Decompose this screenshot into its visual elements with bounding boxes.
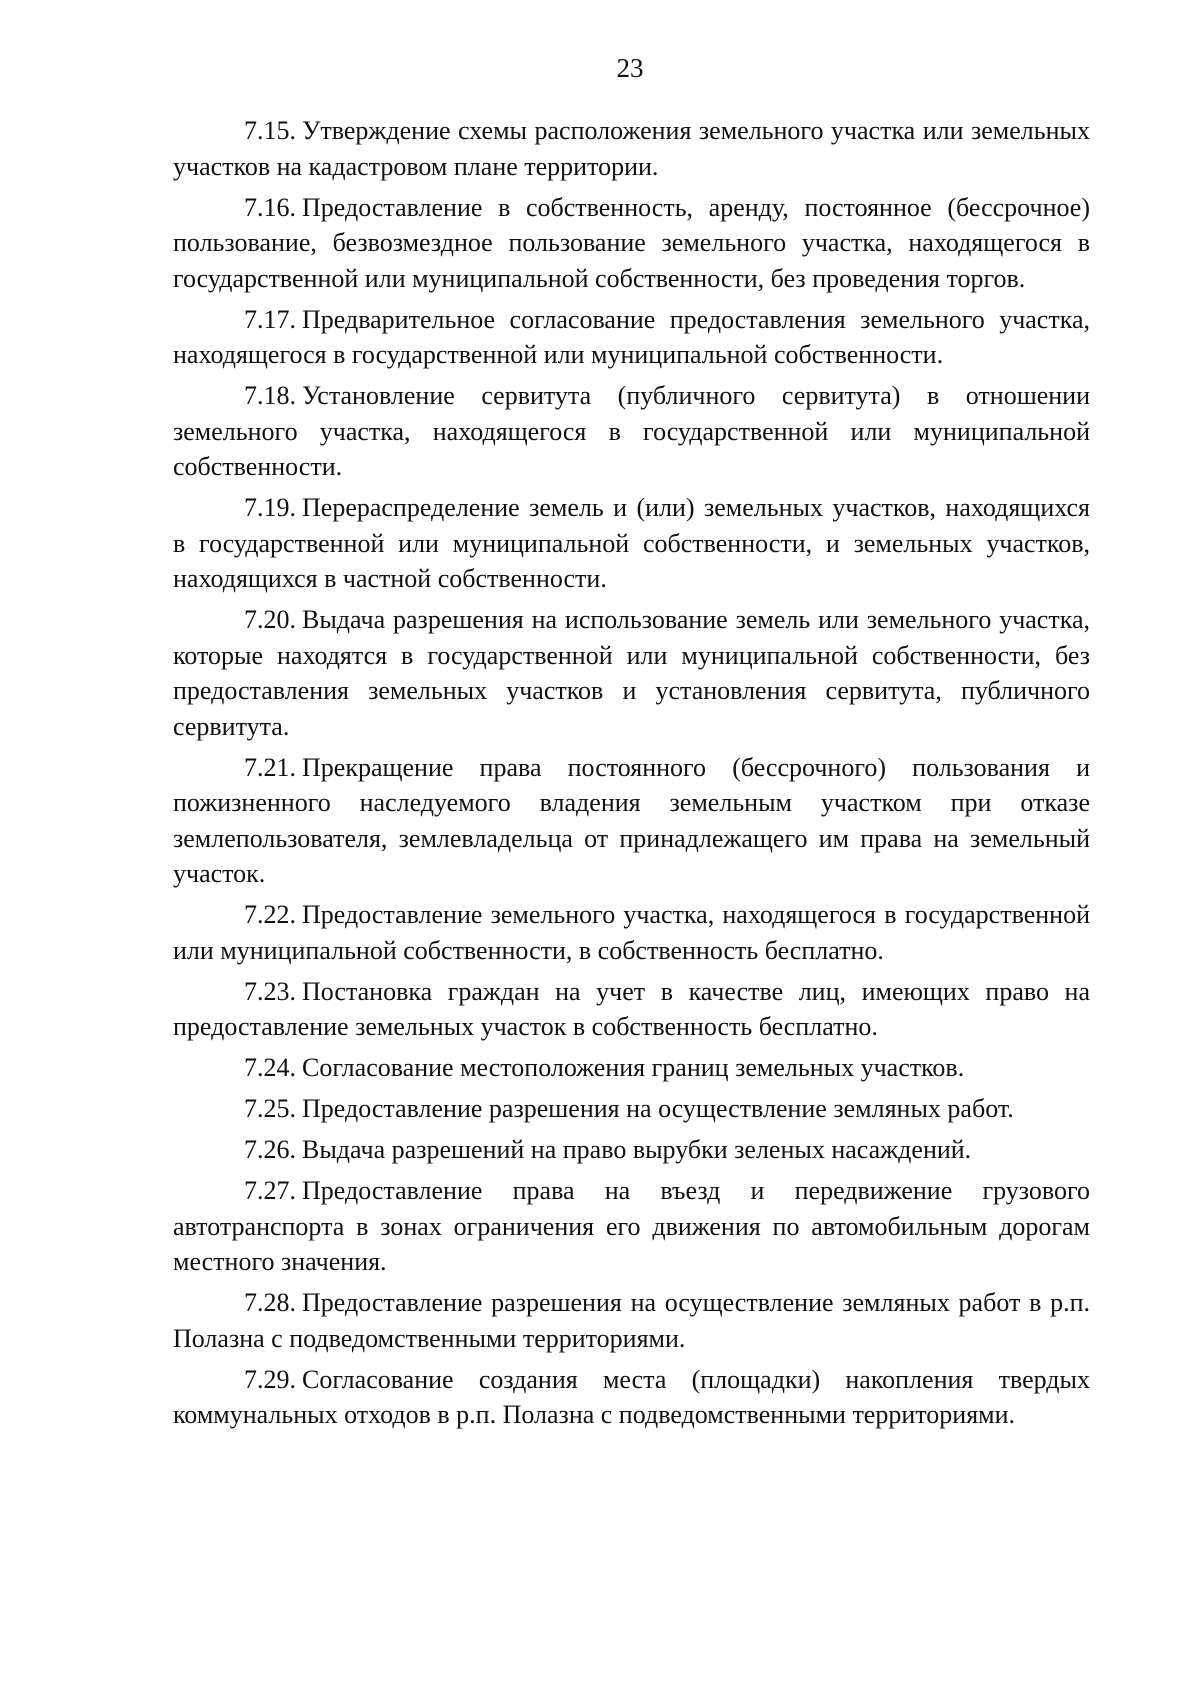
list-item (173, 1091, 1090, 1127)
item-number: 7.21. (244, 752, 296, 782)
item-number: 7.15. (244, 116, 296, 145)
list-item (173, 1285, 1090, 1356)
item-number: 7.29. (244, 1364, 296, 1394)
item-number: 7.27. (244, 1176, 296, 1205)
item-text: Предоставление разрешения на осуществление земляных работ. (302, 1094, 1014, 1123)
item-number: 7.22. (244, 900, 296, 929)
item-text: Утверждение схемы расположения земельного участка или земельных участков на кадастровом плане территории. (173, 116, 1090, 181)
list-item (173, 1132, 1090, 1168)
list-item (173, 378, 1090, 485)
item-number: 7.26. (244, 1135, 296, 1164)
list-item (173, 1173, 1090, 1280)
list-item (173, 1050, 1090, 1086)
item-text: Прекращение права постоянного (бессрочного) пользования и пожизненного наследуемого владения земельным участком при отказе землепользователя, землевладельца от принадлежащего им права на земельный участок. (173, 752, 1090, 888)
item-text: Перераспределение земель и (или) земельных участков, находящихся в государственной или муниципальной собственности, и земельных участков, находящихся в частной собственности. (173, 493, 1090, 593)
item-number: 7.23. (244, 976, 296, 1006)
item-text: Предоставление разрешения на осуществление земляных работ в р.п. Полазна с подведомственными территориями. (173, 1288, 1090, 1353)
list-item (173, 190, 1090, 297)
list-item (173, 897, 1090, 968)
item-text: Согласование местоположения границ земельных участков. (302, 1053, 965, 1082)
list-item (173, 1362, 1090, 1433)
list-item (173, 490, 1090, 597)
item-number: 7.19. (244, 493, 296, 522)
item-text: Выдача разрешений на право вырубки зеленых насаждений. (302, 1135, 972, 1164)
list-item (173, 750, 1090, 892)
item-number: 7.20. (244, 605, 296, 634)
page-number: 23 (616, 53, 644, 83)
item-text: Согласование создания места (площадки) накопления твердых коммунальных отходов в р.п. Полазна с подведомственными территориями. (173, 1364, 1090, 1429)
item-text: Постановка граждан на учет в качестве лиц, имеющих право на предоставление земельных участок в собственность бесплатно. (173, 976, 1090, 1041)
list-item (173, 302, 1090, 373)
list-item (173, 974, 1090, 1045)
item-number: 7.18. (244, 381, 296, 410)
item-number: 7.25. (244, 1094, 296, 1123)
item-number: 7.28. (244, 1288, 296, 1317)
item-text: Предоставление земельного участка, находящегося в государственной или муниципальной собственности, в собственность бесплатно. (173, 900, 1090, 965)
item-text: Предоставление в собственность, аренду, постоянное (бессрочное) пользование, безвозмездное пользование земельного участка, находящегося в государственной или муниципальной собственности, без проведения торгов. (173, 192, 1090, 293)
item-number: 7.16. (244, 192, 296, 222)
item-text: Установление сервитута (публичного сервитута) в отношении земельного участка, находящегося в государственной или муниципальной собственности. (173, 381, 1090, 481)
list-item (173, 113, 1090, 184)
item-number: 7.17. (244, 304, 296, 334)
item-text: Предварительное согласование предоставления земельного участка, находящегося в государственной или муниципальной собственности. (173, 304, 1090, 369)
item-text: Выдача разрешения на использование земель или земельного участка, которые находятся в государственной или муниципальной собственности, без предоставления земельных участков и установления сервитута, публичного сервитута. (173, 605, 1090, 741)
item-list (173, 113, 1090, 1438)
item-text: Предоставление права на въезд и передвижение грузового автотранспорта в зонах ограничения его движения по автомобильным дорогам местного значения. (173, 1176, 1090, 1276)
item-number: 7.24. (244, 1053, 296, 1082)
list-item (173, 602, 1090, 744)
